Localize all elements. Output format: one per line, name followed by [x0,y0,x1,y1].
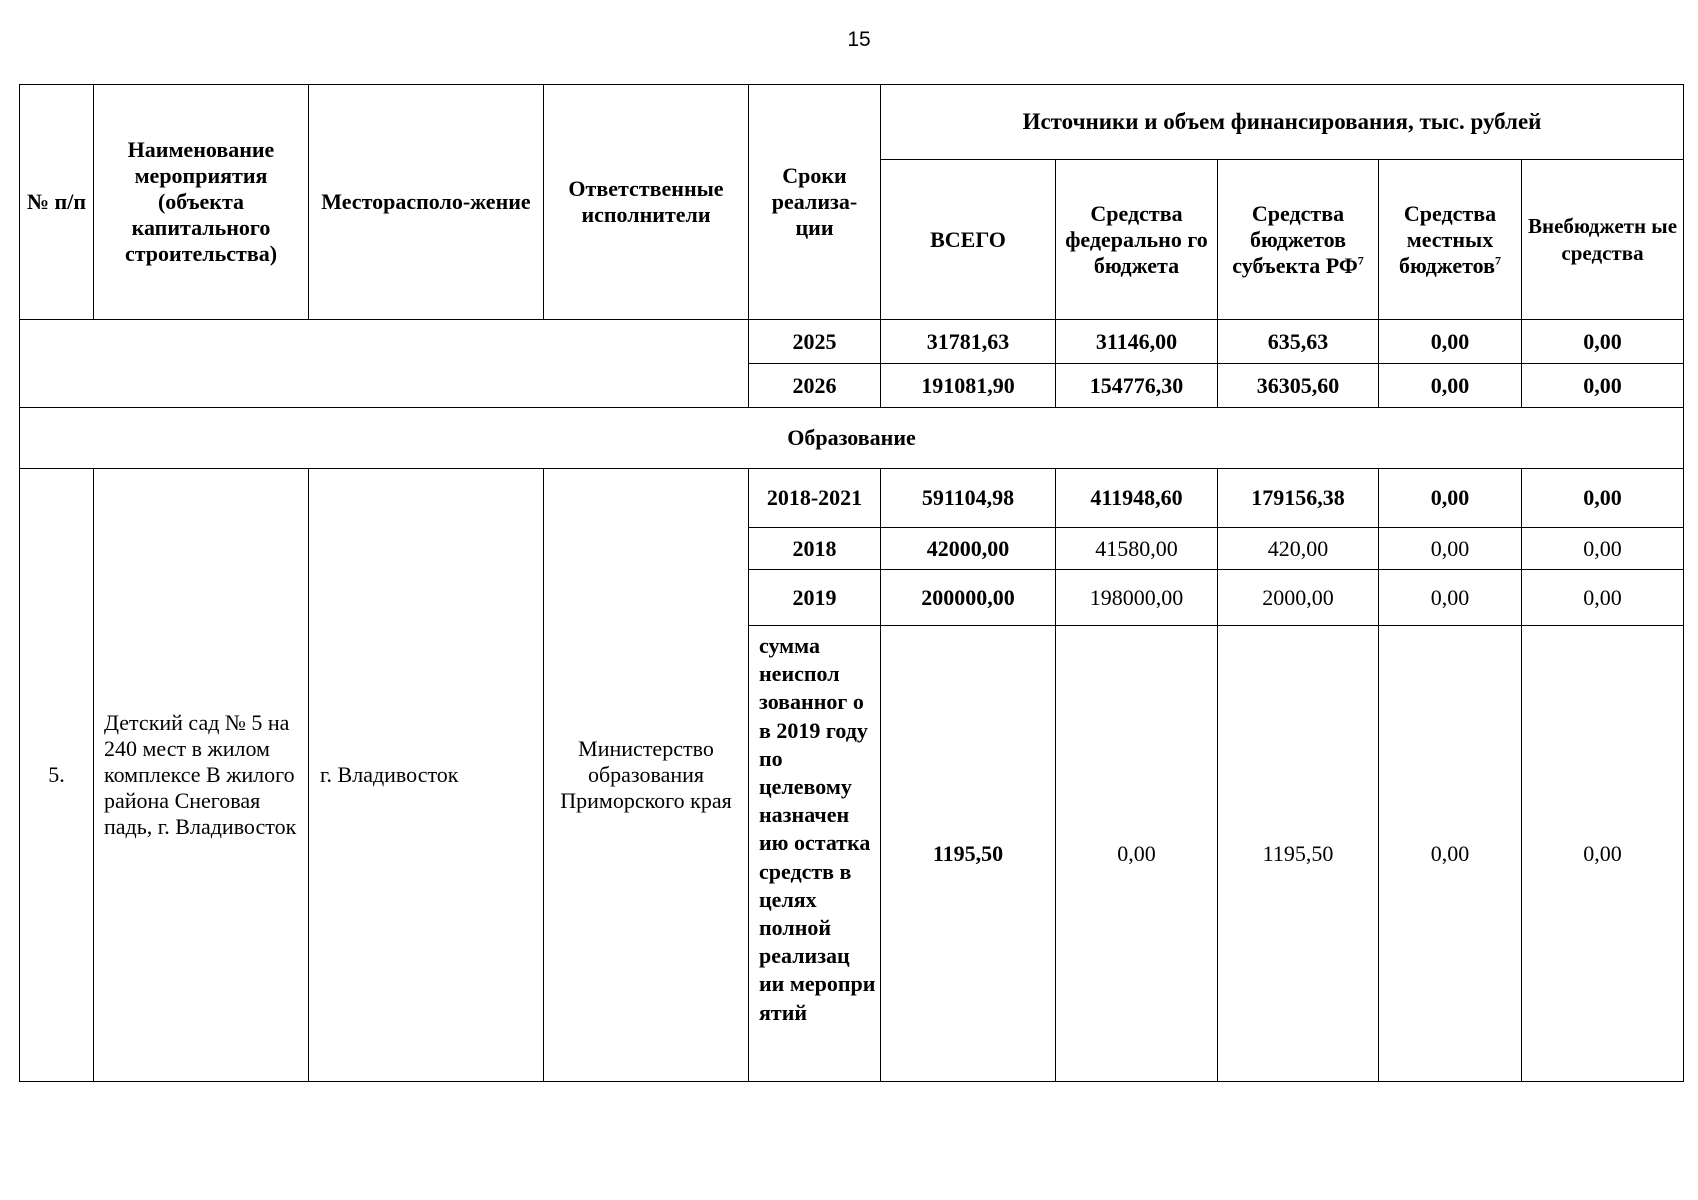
local-cell: 0,00 [1379,626,1522,1082]
extra-cell: 0,00 [1522,626,1684,1082]
total-cell: 31781,63 [881,320,1056,364]
federal-cell: 31146,00 [1056,320,1218,364]
header-local-label: Средства местных бюджетов [1399,200,1497,278]
local-cell: 0,00 [1379,364,1522,408]
header-row-1 [20,85,1684,160]
extra-cell: 0,00 [1522,364,1684,408]
section-title: Образование [20,408,1684,469]
financing-table [19,84,1684,1082]
blank-cell [20,320,749,408]
total-cell: 591104,98 [881,469,1056,528]
header-location: Месторасполо-жение [309,85,544,320]
total-cell: 1195,50 [881,626,1056,1082]
federal-cell: 198000,00 [1056,570,1218,626]
header-num: № п/п [20,85,94,320]
local-cell: 0,00 [1379,320,1522,364]
federal-cell: 154776,30 [1056,364,1218,408]
total-cell: 42000,00 [881,528,1056,570]
section-row [20,408,1684,469]
subject-cell: 1195,50 [1218,626,1379,1082]
total-cell: 191081,90 [881,364,1056,408]
extra-cell: 0,00 [1522,320,1684,364]
item-responsible: Министерство образования Приморского края [544,469,749,1082]
federal-cell: 0,00 [1056,626,1218,1082]
header-federal: Средства федерально го бюджета [1056,160,1218,320]
term-cell: 2019 [749,570,881,626]
subject-cell: 2000,00 [1218,570,1379,626]
term-note-cell: сумма неиспол зованног о в 2019 году по целевому назначен ию остатка средств в целях полной реализац ии меропри ятий [749,626,881,1082]
item-num: 5. [20,469,94,1082]
header-subject-footnote: 7 [1357,253,1364,268]
table-row [20,469,1684,528]
total-cell: 200000,00 [881,570,1056,626]
extra-cell: 0,00 [1522,528,1684,570]
extra-cell: 0,00 [1522,570,1684,626]
term-cell: 2025 [749,320,881,364]
federal-cell: 41580,00 [1056,528,1218,570]
subject-cell: 36305,60 [1218,364,1379,408]
subject-cell: 420,00 [1218,528,1379,570]
local-cell: 0,00 [1379,570,1522,626]
page-number: 15 [847,28,871,51]
header-total: ВСЕГО [881,160,1056,320]
header-local-footnote: 7 [1494,253,1501,268]
header-responsible: Ответственные исполнители [544,85,749,320]
subject-cell: 635,63 [1218,320,1379,364]
term-cell: 2018 [749,528,881,570]
extra-cell: 0,00 [1522,469,1684,528]
subject-cell: 179156,38 [1218,469,1379,528]
local-cell: 0,00 [1379,528,1522,570]
header-subject-label: Средства бюджетов субъекта РФ [1232,200,1358,278]
header-name: Наименование мероприятия (объекта капитального строительства) [94,85,309,320]
header-sources: Источники и объем финансирования, тыс. рублей [881,85,1684,160]
term-cell: 2018-2021 [749,469,881,528]
header-extra: Внебюджетн ые средства [1522,160,1684,320]
table-row [20,320,1684,364]
header-local [1379,160,1522,320]
item-location: г. Владивосток [309,469,544,1082]
federal-cell: 411948,60 [1056,469,1218,528]
item-name: Детский сад № 5 на 240 мест в жилом комплексе В жилого района Снеговая падь, г. Владивосток [94,469,309,1082]
term-cell: 2026 [749,364,881,408]
header-terms: Сроки реализа-ции [749,85,881,320]
local-cell: 0,00 [1379,469,1522,528]
header-subject [1218,160,1379,320]
